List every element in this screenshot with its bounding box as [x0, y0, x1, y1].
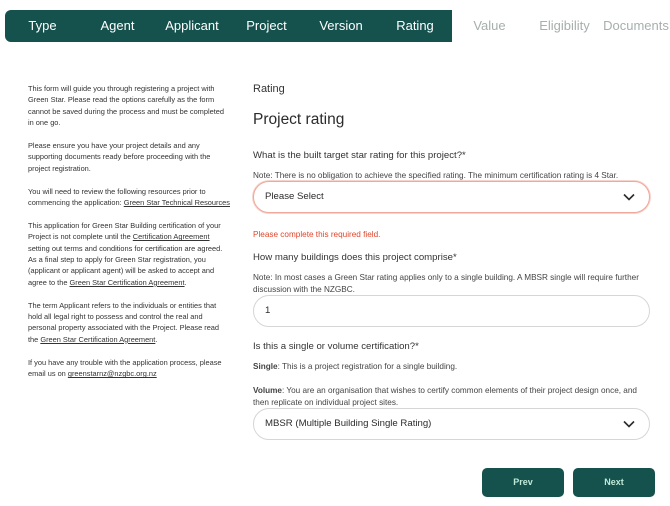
step-version[interactable]: Version [319, 18, 363, 33]
info-panel [28, 83, 230, 391]
technical-resources-link[interactable]: Green Star Technical Resources [123, 198, 230, 208]
buildings-count-input[interactable] [253, 295, 650, 327]
star-rating-question: What is the built target star rating for this project?* [253, 150, 466, 161]
info-agreement: This application for Green Star Building certification of your Project is not complete until the Certification Agreement setting out terms and conditions for certification are agreed. As a final step to apply for Green Star registration, you (applicant or applicant agent) will be asked to accept and agree to the Green Star Certification Agreement. [28, 220, 223, 287]
buildings-question: How many buildings does this project comprise* [253, 252, 457, 263]
info-applicant: The term Applicant refers to the individuals or entities that hold all legal right to possess and control the real and personal property associated with the Project. Please read the Green Star Certification Agreement. [28, 300, 220, 344]
buildings-note: Note: In most cases a Green Star rating applies only to a single building. A MBSR single will require further discussion with the NZGBC. [253, 273, 639, 294]
green-star-agreement-link[interactable]: Green Star Certification Agreement [69, 277, 185, 287]
page-title: Project rating [253, 111, 345, 128]
info-contact: If you have any trouble with the application process, please email us on greenstarnz@nzgbc.org.nz [28, 357, 222, 379]
certification-type-select-value: MBSR (Multiple Building Single Rating) [265, 418, 432, 429]
info-prepare: Please ensure you have your project details and any supporting documents ready before proceeding with the project registration. [28, 141, 211, 173]
star-rating-select-value: Please Select [265, 191, 324, 202]
prev-button[interactable]: Prev [482, 468, 564, 497]
chevron-down-icon [623, 419, 635, 429]
volume-description: Volume: You are an organisation that wishes to certify common elements of their project design once, and then replicate on individual project sites. [253, 386, 637, 407]
certification-type-select[interactable] [253, 408, 650, 440]
section-label: Rating [253, 83, 285, 95]
info-resources: You will need to review the following resources prior to commencing the application: Green Star Technical Resources [28, 186, 230, 208]
step-agent[interactable]: Agent [100, 18, 135, 33]
step-eligibility[interactable]: Eligibility [539, 18, 590, 33]
star-rating-select[interactable] [253, 181, 650, 213]
step-navigation [5, 10, 670, 42]
step-project[interactable]: Project [246, 18, 287, 33]
certification-agreement-link[interactable]: Certification Agreement [132, 232, 210, 242]
green-star-agreement-link-2[interactable]: Green Star Certification Agreement [40, 334, 156, 344]
info-intro: This form will guide you through registering a project with Green Star. Please read the options carefully as the form cannot be saved during the process and must be completed in one go. [28, 84, 224, 128]
step-type[interactable]: Type [28, 18, 57, 33]
chevron-down-icon [623, 192, 635, 202]
certification-type-question: Is this a single or volume certification?* [253, 341, 419, 352]
buildings-count-value: 1 [265, 305, 271, 316]
contact-email-link[interactable]: greenstarnz@nzgbc.org.nz [67, 369, 157, 379]
step-applicant[interactable]: Applicant [165, 18, 219, 33]
star-rating-error: Please complete this required field. [253, 230, 381, 239]
star-rating-note: Note: There is no obligation to achieve the specified rating. The minimum certification rating is 4 Star. [253, 171, 619, 180]
step-documents[interactable]: Documents [603, 18, 669, 33]
step-rating[interactable]: Rating [396, 18, 434, 33]
next-button[interactable]: Next [573, 468, 655, 497]
step-value[interactable]: Value [473, 18, 506, 33]
single-description: Single: This is a project registration for a single building. [253, 362, 458, 371]
